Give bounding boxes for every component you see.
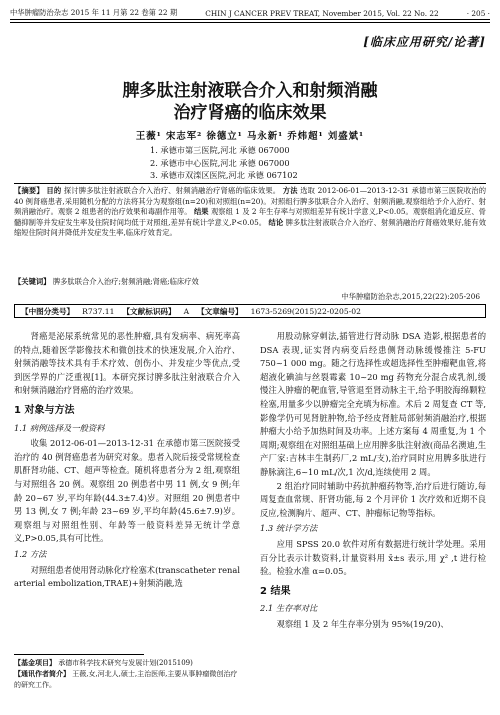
footnotes — [14, 658, 240, 691]
conclusion-label: 结论 — [268, 217, 284, 227]
title-line-2: 治疗肾癌的临床效果 — [173, 103, 327, 123]
left-column — [14, 330, 240, 591]
article-number-value: 1673-5269(2015)22-0205-02 — [250, 306, 361, 316]
citation: 中华肿瘤防治杂志,2015,22(22):205-206 — [341, 292, 480, 301]
conclusion-text: 脾多肽注射液联合介入治疗、射频消融治疗肾癌效果好,能有效缩短住院时间并降低并发症发生率,临床疗效肯定。 — [14, 217, 487, 238]
fund-footnote — [14, 658, 240, 669]
header-english-issue: CHIN J CANCER PREV TREAT, November 2015, Vol. 22 No. 22 — [205, 9, 439, 18]
fund-text: 承德市科学技术研究与发展计划(2015109) — [58, 659, 193, 667]
fund-label: 【基金项目】 — [14, 659, 56, 667]
methods-text: 选取 2012-06-01—2013-12-31 承德市第三医院收治的 40 例肾癌患者,采用随机分配的方法将其分为观察组(n=20)和对照组(n=20)。对照组行脾多肽联合介入治疗、射频消融,观察组给予介入治疗、射频消融治疗。观察 2 组患者的治疗效果和毒副作用等。 — [14, 186, 487, 217]
footnote-rule — [14, 654, 144, 655]
intro-paragraph: 肾癌是泌尿系统常见的恶性肿瘤,具有发病率、病死率高的特点,随着医学影像技术和微创技术的快速发展,介入治疗、射频消融等技术具有手术疗效、创伤小、并发症少等优点,受到医学界的广泛重视[1]。本研究探讨脾多肽注射液联合介入和射频消融治疗肾癌的治疗效果。 — [14, 331, 240, 396]
doc-code-value: A — [183, 306, 190, 316]
author-list: 王薇¹ 宋志军² 徐德立¹ 马永新¹ 乔炜超¹ 刘盛斌¹ — [135, 131, 365, 142]
article-title — [0, 80, 500, 124]
cases-paragraph: 收集 2012-06-01—2013-12-31 在承德市第三医院接受治疗的 40 例肾癌患者为研究对象。患者入院后接受常规检查肌酐肾功能、CT、超声等检查。随机将患者分为 2 组,观察组与对照组各 20 例。观察组 20 例患者中男 11 例,女 9 例;年龄 20~67 岁,平均年龄(44.3±7.4)岁。对照组 20 例患者中男 13 例,女 7 例;年龄 23~69 岁,平均年龄(45.6±7.9)岁。观察组与对照组性别、年龄等一般资料差异无统计学意义,P>0.05,具有可比性。 — [14, 438, 240, 544]
classification-bar — [14, 304, 486, 318]
affiliation-1: 1. 承德市第三医院,河北 承德 067000 — [150, 145, 290, 155]
right-column — [260, 330, 486, 631]
subsection-heading-survival: 2.1 生存率对比 — [260, 603, 318, 614]
header-rule-thin — [10, 22, 490, 23]
keywords — [14, 277, 486, 287]
statistics-paragraph: 应用 SPSS 20.0 软件对所有数据进行统计学处理。采用百分比表示计数资料,计量资料用 x̄±s 表示,用 χ² ,t 进行检验。检验水准 α=0.05。 — [260, 538, 486, 577]
methods-label: 方法 — [282, 186, 298, 195]
affiliation-3: 3. 承德市双滦区医院,河北 承德 067102 — [150, 170, 298, 180]
purpose-label: 目的 — [46, 186, 62, 195]
article-number-label: 【文章编号】 — [197, 306, 243, 316]
running-header — [10, 4, 490, 18]
affiliation-2: 2. 承德市中心医院,河北 承德 067000 — [150, 157, 290, 168]
author-bio-label: 【通讯作者简介】 — [14, 670, 70, 678]
keywords-label: 【关键词】 — [14, 277, 51, 286]
purpose-text: 探讨脾多肽注射液联合介入治疗、射频消融治疗肾癌的临床效果。 — [63, 186, 281, 195]
column-tag: [临床应用研究/论著] — [363, 35, 486, 49]
survival-paragraph: 观察组 1 及 2 年生存率分别为 95%(19/20)、 — [276, 618, 449, 629]
subsection-heading-statistics: 1.3 统计学方法 — [260, 523, 318, 534]
affiliations — [150, 144, 298, 182]
header-journal-issue: 中华肿瘤防治杂志 2015 年 11 月第 22 卷第 22 期 — [10, 8, 178, 17]
header-page-number: · 205 · — [466, 9, 490, 18]
subsection-heading-cases: 1.1 病例选择及一般资料 — [14, 422, 105, 433]
followup-paragraph: 2 组治疗同时辅助中药抗肿瘤药物等,治疗后进行随访,每周复查血常规、肝肾功能,每 2 个月评价 1 次疗效和近期不良反应,检测胸片、超声、CT、肿瘤标记物等指标。 — [260, 480, 486, 518]
section-heading-results: 2 结果 — [260, 585, 291, 597]
procedure-paragraph: 用股动脉穿刺法,插管进行肾动脉 DSA 造影,根据患者的 DSA 表现,证实肾内病变后经患侧肾动脉缓慢推注 5-FU 750~1 000 mg。随之行选择性或超选择性至肿瘤靶血管,将超液化碘油与丝裂霉素 10~20 mg 药物充分混合成乳剂,缓慢注入肿瘤的靶血管,导管退至肾动脉主干,给予明胶海绵颗粒栓塞,用量多少以肿瘤完全充填为标准。术后 2 周复查 CT 等,影像学仍可见肾脏肿物,给予经皮肾脏局部射频消融治疗,根据肿瘤大小给予加热时间及功率。上述方案每 4 周重复,为 1 个周期;观察组在对照组基础上应用脾多肽注射液(商品名澳迪,生产厂家:吉林丰生制药厂,2 mL/支),治疗同时应用脾多肽进行静脉滴注,6~10 mL/次,1 次/d,连续使用 2 周。 — [260, 331, 486, 477]
results-label: 结果 — [193, 207, 209, 217]
section-heading-methods: 1 对象与方法 — [14, 404, 75, 416]
header-rule — [10, 19, 490, 20]
title-line-1: 脾多肽注射液联合介入和射频消融 — [122, 81, 378, 101]
abstract-label: 【摘要】 — [14, 186, 44, 195]
author-bio-text: 王薇,女,河北人,硕士,主治医师,主要从事肿瘤微创治疗的研究工作。 — [14, 670, 238, 689]
abstract — [14, 186, 486, 239]
abstract-top-rule — [14, 183, 486, 184]
clc-label: 【中图分类号】 — [21, 306, 75, 316]
author-footnote — [14, 669, 240, 691]
method-paragraph: 对照组患者使用肾动脉化疗栓塞术(transcatheter renal arterial embolization,TRAE)+射频消融,选 — [14, 564, 240, 589]
keywords-text: 脾多肽联合介入治疗;射频消融;肾癌;临床疗效 — [52, 277, 199, 286]
clc-value: R737.11 — [82, 306, 115, 316]
doc-code-label: 【文献标识码】 — [122, 306, 176, 316]
subsection-heading-method: 1.2 方法 — [14, 548, 47, 559]
results-text: 观察组 1 及 2 年生存率与对照组差异有统计学意义,P<0.05。观察组消化道反应、骨髓抑制等并发症发生率及住院时间均低于对照组,差异有统计学意义,P<0.05。 — [14, 207, 486, 227]
